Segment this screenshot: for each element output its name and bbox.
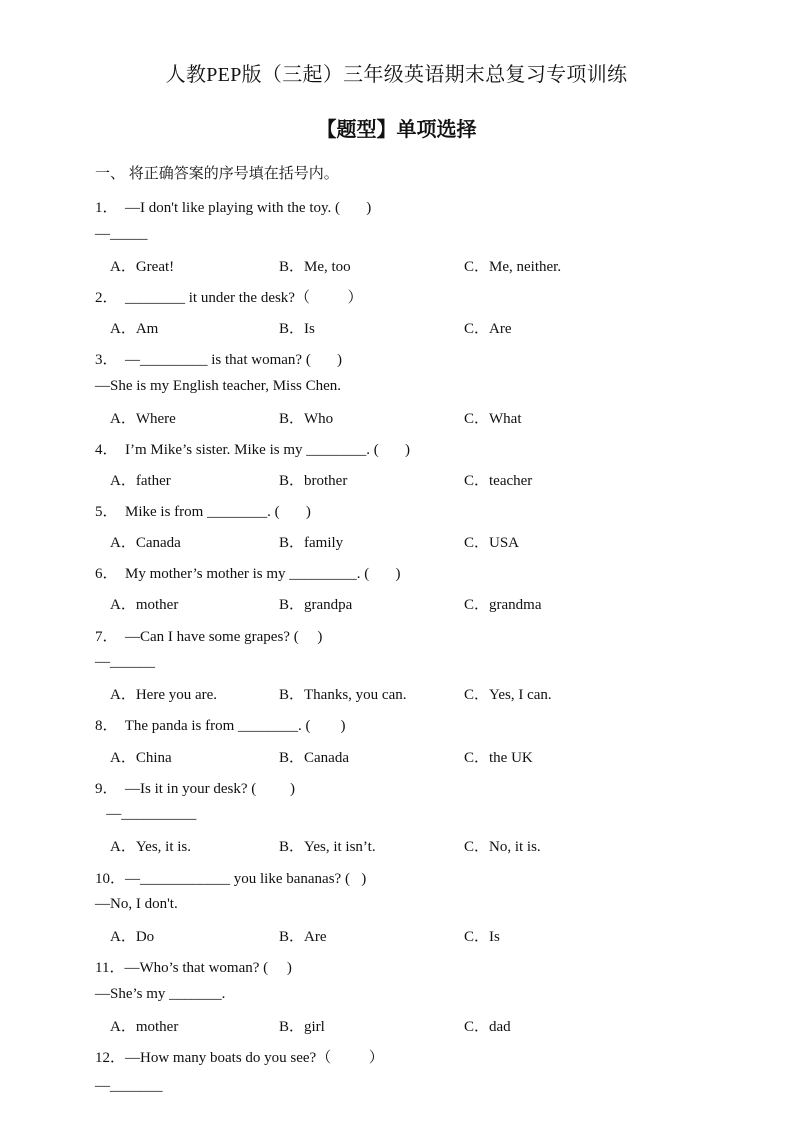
answer-line: —She’s my _______. <box>95 986 226 1002</box>
option-b: B．grandpa <box>279 597 353 613</box>
answer-line: —______ <box>95 654 155 670</box>
option-b: B．Canada <box>279 750 349 766</box>
options-row <box>110 925 710 947</box>
question-stem: 4． I’m Mike’s sister. Mike is my ________. ( ) <box>95 442 410 458</box>
options-row <box>110 317 710 339</box>
option-a: A．Am <box>110 321 159 337</box>
option-c: C．the UK <box>464 750 533 766</box>
option-c: C．What <box>464 411 522 427</box>
option-c: C．Yes, I can. <box>464 687 552 703</box>
option-c: C．Me, neither. <box>464 259 562 275</box>
question-stem: 8． The panda is from ________. ( ) <box>95 718 346 734</box>
options-row <box>110 255 710 277</box>
option-b: B．family <box>279 535 344 551</box>
options-row <box>110 746 710 768</box>
option-c: C．USA <box>464 535 520 551</box>
question-stem: 7． —Can I have some grapes? ( ) <box>95 629 323 645</box>
option-c: C．Is <box>464 929 500 945</box>
question-stem: 6． My mother’s mother is my _________. ( ) <box>95 566 401 582</box>
question-stem: 2． ________ it under the desk?（ ） <box>95 290 363 306</box>
option-a: A．Yes, it is. <box>110 839 191 855</box>
question-stem: 3． —_________ is that woman? ( ) <box>95 352 343 368</box>
option-a: A．father <box>110 473 171 489</box>
answer-line: —No, I don't. <box>95 896 178 912</box>
options-row <box>110 531 710 553</box>
section-instruction: 一、 将正确答案的序号填在括号内。 <box>95 166 339 182</box>
option-a: A．mother <box>110 1019 179 1035</box>
question-stem: 10．—____________ you like bananas? ( ) <box>95 871 367 887</box>
options-row <box>110 1015 710 1037</box>
option-c: C．Are <box>464 321 512 337</box>
options-row <box>110 469 710 491</box>
page-title: 人教PEP版（三起）三年级英语期末总复习专项训练 <box>165 64 628 86</box>
option-c: C．No, it is. <box>464 839 541 855</box>
option-a: A．Do <box>110 929 155 945</box>
option-b: B．Yes, it isn’t. <box>279 839 376 855</box>
page-subtitle: 【题型】单项选择 <box>316 117 477 141</box>
answer-line: —__________ <box>95 806 197 822</box>
options-row <box>110 407 710 429</box>
answer-line: —_____ <box>95 226 148 242</box>
answer-line: —_______ <box>95 1078 163 1094</box>
answer-line: —She is my English teacher, Miss Chen. <box>95 378 342 394</box>
question-stem: 12．—How many boats do you see?（ ） <box>95 1050 384 1066</box>
question-stem: 1． —I don't like playing with the toy. ( ) <box>95 200 372 216</box>
option-b: B．Is <box>279 321 315 337</box>
option-a: A．Where <box>110 411 176 427</box>
option-b: B．Me, too <box>279 259 351 275</box>
options-row <box>110 683 710 705</box>
options-row <box>110 593 710 615</box>
option-a: A．Great! <box>110 259 175 275</box>
option-a: A．Here you are. <box>110 687 218 703</box>
option-b: B．Are <box>279 929 327 945</box>
question-stem: 11．—Who’s that woman? ( ) <box>95 960 292 976</box>
option-a: A．China <box>110 750 172 766</box>
option-c: C．dad <box>464 1019 511 1035</box>
question-stem: 5． Mike is from ________. ( ) <box>95 504 311 520</box>
option-c: C．teacher <box>464 473 533 489</box>
option-c: C．grandma <box>464 597 542 613</box>
option-b: B．Who <box>279 411 334 427</box>
option-b: B．brother <box>279 473 348 489</box>
option-b: B．girl <box>279 1019 325 1035</box>
option-a: A．mother <box>110 597 179 613</box>
option-b: B．Thanks, you can. <box>279 687 407 703</box>
option-a: A．Canada <box>110 535 181 551</box>
options-row <box>110 835 710 857</box>
question-stem: 9． —Is it in your desk? ( ) <box>95 781 295 797</box>
